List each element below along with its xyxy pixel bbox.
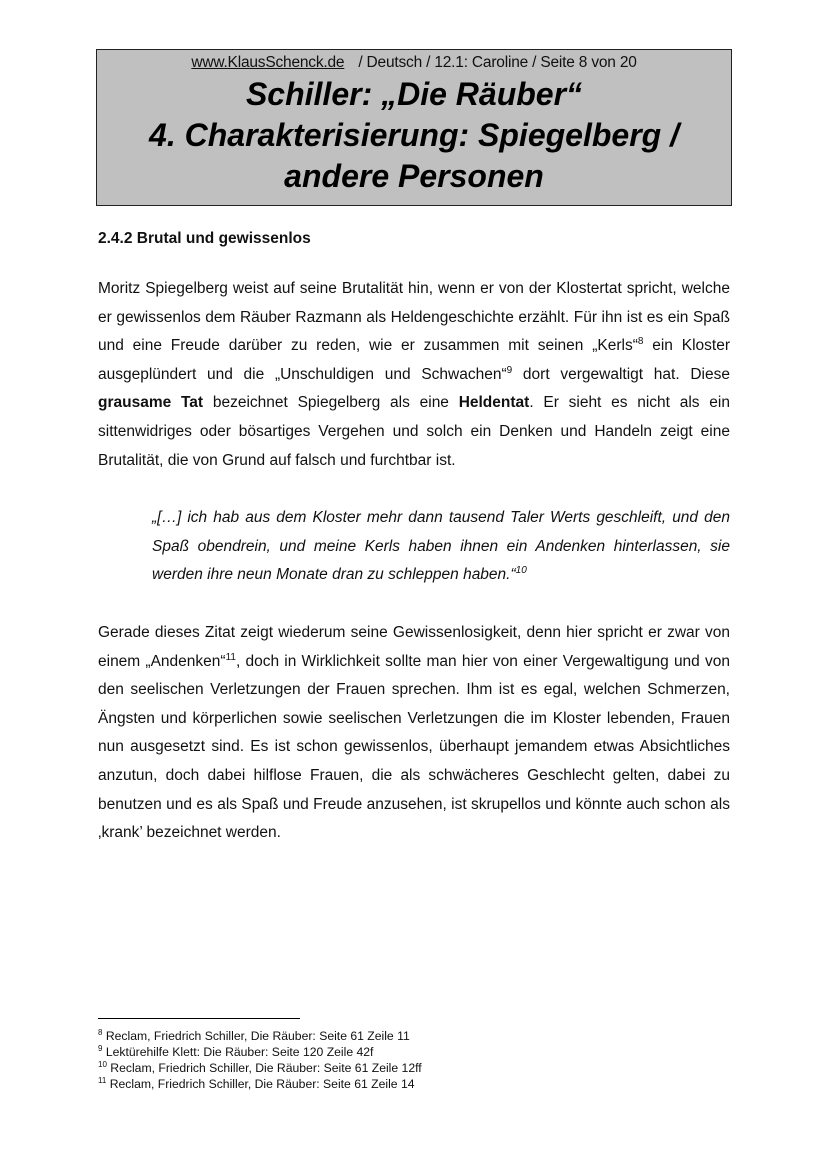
title-line-2: 4. Charakterisierung: Spiegelberg /: [149, 117, 679, 153]
footnote-ref-8[interactable]: 8: [637, 336, 644, 348]
footnote-10: $^{10}$ Reclam, Friedrich Schiller, Die Räuber: Seite 61 Zeile 12ff: [98, 1059, 422, 1075]
header-breadcrumb: [97, 54, 731, 72]
footnote-ref-10[interactable]: 10: [515, 565, 527, 577]
header-path: / Deutsch / 12.1: Caroline / Seite 8 von 20: [358, 54, 637, 71]
title-line-3: andere Personen: [284, 158, 544, 194]
paragraph-2: Gerade dieses Zitat zeigt wiederum seine Gewissenlosigkeit, denn hier spricht er zwar von einem „Andenken“$^{11}$, doch in Wirklichkeit sollte man hier von einer Vergewaltigung und von den seelischen Verletzungen der Frauen sprechen. Ihm ist es egal, welchen Schmerzen, Ängsten und körperlichen sowie seelischen Verletzungen die im Kloster lebenden, Frauen nun ausgesetzt sind. Es ist schon gewissenlos, überhaupt jemandem etwas Absichtliches anzutun, doch dabei hilflose Frauen, die als schwächeres Geschlecht gelten, dabei zu benutzen und es als Spaß und Freude anzusehen, ist skrupellos und könnte auch schon als ‚krank’ bezeichnet werden.: [98, 624, 730, 842]
block-quote: „[…] ich hab aus dem Kloster mehr dann tausend Taler Werts geschleift, und den Spaß obendrein, und meine Kerls haben ihnen ein Andenken hinterlassen, sie werden ihre neun Monate dran zu schleppen haben.“$^{10}$: [152, 509, 730, 584]
footnote-9: $^9$ Lektürehilfe Klett: Die Räuber: Seite 120 Zeile 42f: [98, 1043, 374, 1059]
title-line-1: Schiller: „Die Räuber“: [245, 76, 583, 112]
footnote-ref-9[interactable]: 9: [506, 364, 513, 376]
footnotes: [98, 1028, 422, 1092]
section-heading: 2.4.2 Brutal und gewissenlos: [98, 230, 311, 247]
page-title: [97, 74, 731, 197]
footnote-8: $^8$ Reclam, Friedrich Schiller, Die Räuber: Seite 61 Zeile 11: [98, 1027, 410, 1043]
bold-heldentat: Heldentat: [458, 394, 530, 412]
footnote-ref-11[interactable]: 11: [225, 651, 236, 663]
site-link[interactable]: www.KlausSchenck.de: [191, 54, 345, 71]
paragraph-1: Moritz Spiegelberg weist auf seine Brutalität hin, wenn er von der Klostertat spricht, welche er gewissenlos dem Räuber Razmann als Heldengeschichte erzählt. Für ihn ist es ein Spaß und eine Freude darüber zu reden, wie er zusammen mit seinen „Kerls“$^8$ ein Kloster ausgeplündert und die „Unschuldigen und Schwachen“$^9$ dort vergewaltigt hat. Diese grausame Tat bezeichnet Spiegelberg als eine Heldentat. Er sieht es nicht als ein sittenwidriges oder bösartiges Vergehen und solch ein Denken und Handeln zeigt eine Brutalität, die von Grund auf falsch und furchtbar ist.: [98, 280, 730, 469]
footnote-11: $^{11}$ Reclam, Friedrich Schiller, Die Räuber: Seite 61 Zeile 14: [98, 1075, 415, 1091]
page-header: [96, 49, 732, 206]
bold-grausame-tat: grausame Tat: [98, 394, 204, 412]
footnote-divider: [98, 1018, 300, 1019]
